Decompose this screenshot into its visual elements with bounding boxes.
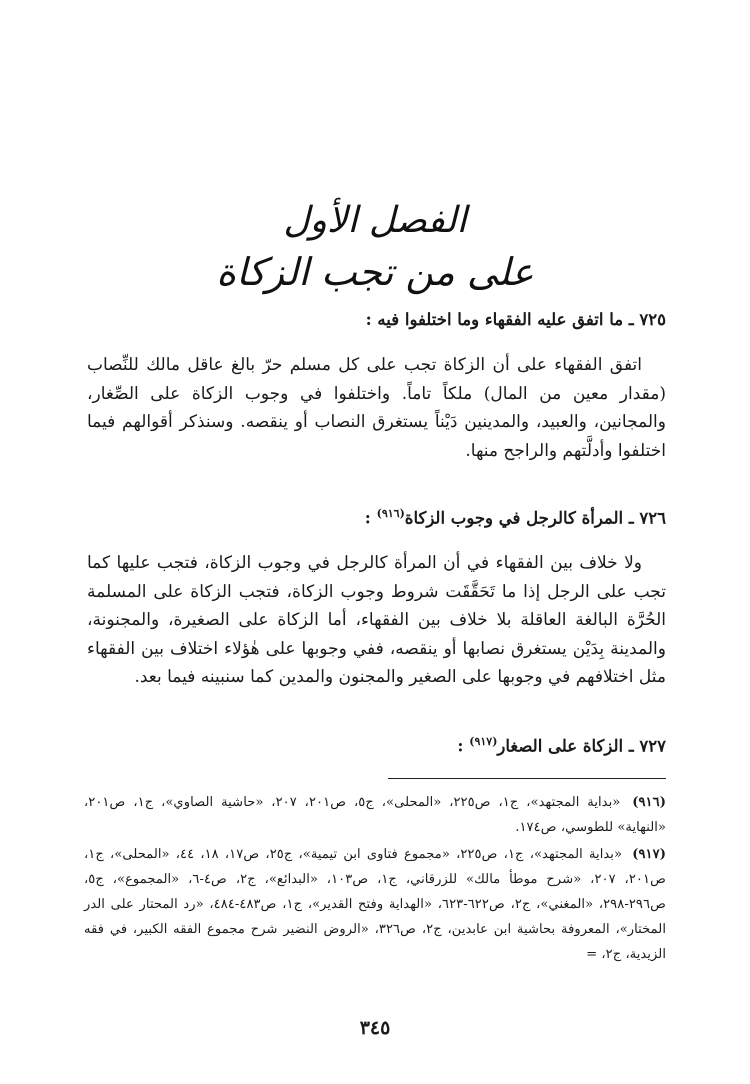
section-heading-727	[90, 735, 666, 756]
section-heading-725	[90, 310, 666, 329]
footnote-divider	[388, 778, 666, 779]
footnote-917	[84, 842, 666, 967]
footnote-text: «بداية المجتهد»، ج١، ص٢٢٥، «المحلى»، ج٥، ص٢٠١، ٢٠٧، «حاشية الصاوي»، ج١، ص٢٠١، «النهاية» للطوسي، ص١٧٤.	[84, 795, 666, 835]
footnote-916	[84, 790, 666, 840]
chapter-heading	[200, 196, 550, 298]
section-heading-text: ٧٢٧ ـ الزكاة على الصغار	[497, 736, 666, 756]
footnote-reference[interactable]: (٩١٧)	[469, 735, 498, 748]
section-heading-text: ٧٢٥ ـ ما اتفق عليه الفقهاء وما اختلفوا فيه :	[365, 310, 666, 329]
section-heading-suffix: :	[364, 508, 371, 528]
footnote-number: (٩١٦)	[632, 795, 666, 810]
paragraph: ولا خلاف بين الفقهاء في أن المرأة كالرجل في وجوب الزكاة، فتجب عليها كما تجب على الرجل إذا ما تَحَقَّقَت شروط وجوب الزكاة، فتجب الزكاة على المسلمة الحُرَّة البالغة العاقلة بلا خلاف بين الفقهاء، أما الزكاة على الصغيرة، والمجنونة، والمدينة بِدَيْن يستغرق نصابها أو ينقصه، ففي وجوبها على هٰؤلاء اختلاف بين الفقهاء مثل اختلافهم في وجوبها على الصغير والمجنون والمدين كما سنبينه فيما بعد.	[87, 553, 666, 687]
footnotes	[84, 790, 666, 969]
section-heading-suffix: :	[457, 736, 464, 756]
section-body-726	[87, 549, 666, 692]
chapter-subtitle: على من تجب الزكاة	[216, 250, 534, 294]
section-heading-726	[90, 507, 666, 528]
section-heading-text: ٧٢٦ ـ المرأة كالرجل في وجوب الزكاة	[404, 508, 666, 528]
page-number: ٣٤٥	[359, 1017, 391, 1039]
footnote-reference[interactable]: (٩١٦)	[376, 507, 405, 520]
section-body-725	[87, 351, 666, 465]
paragraph: اتفق الفقهاء على أن الزكاة تجب على كل مسلم حرّ بالغ عاقل مالك للنِّصاب (مقدار معين من المال) ملكاً تاماً. واختلفوا في وجوب الزكاة على الصِّغار، والمجانين، والعبيد، والمدينين دَيْناً يستغرق النصاب أو ينقصه. وسنذكر أقوالهم فيما اختلفوا وأدلَّتهم والراجح منها.	[87, 355, 666, 461]
footnote-number: (٩١٧)	[632, 847, 666, 862]
footnote-text: «بداية المجتهد»، ج١، ص٢٢٥، «مجموع فتاوى ابن تيمية»، ج٢٥، ص١٧، ١٨، ٤٤، «المحلى»، ج١، ص٢٠١، ٢٠٧، «شرح موطأ مالك» للزرقاني، ج١، ص١٠٣، «البدائع»، ج٢، ص٤-٦، «المجموع»، ج٥، ص٢٩٦-٢٩٨، «المغني»، ج٢، ص٦٢٢-٦٢٣، «الهداية وفتح القدير»، ج١، ص٤٨٣-٤٨٤، «رد المحتار على الدر المختار»، المعروفة بحاشية ابن عابدين، ج٢، ص٣٢٦، «الروض النضير شرح مجموع الفقه الكبير، في فقه الزيدية، ج٢، =	[84, 847, 667, 962]
chapter-title: الفصل الأول	[283, 200, 467, 241]
